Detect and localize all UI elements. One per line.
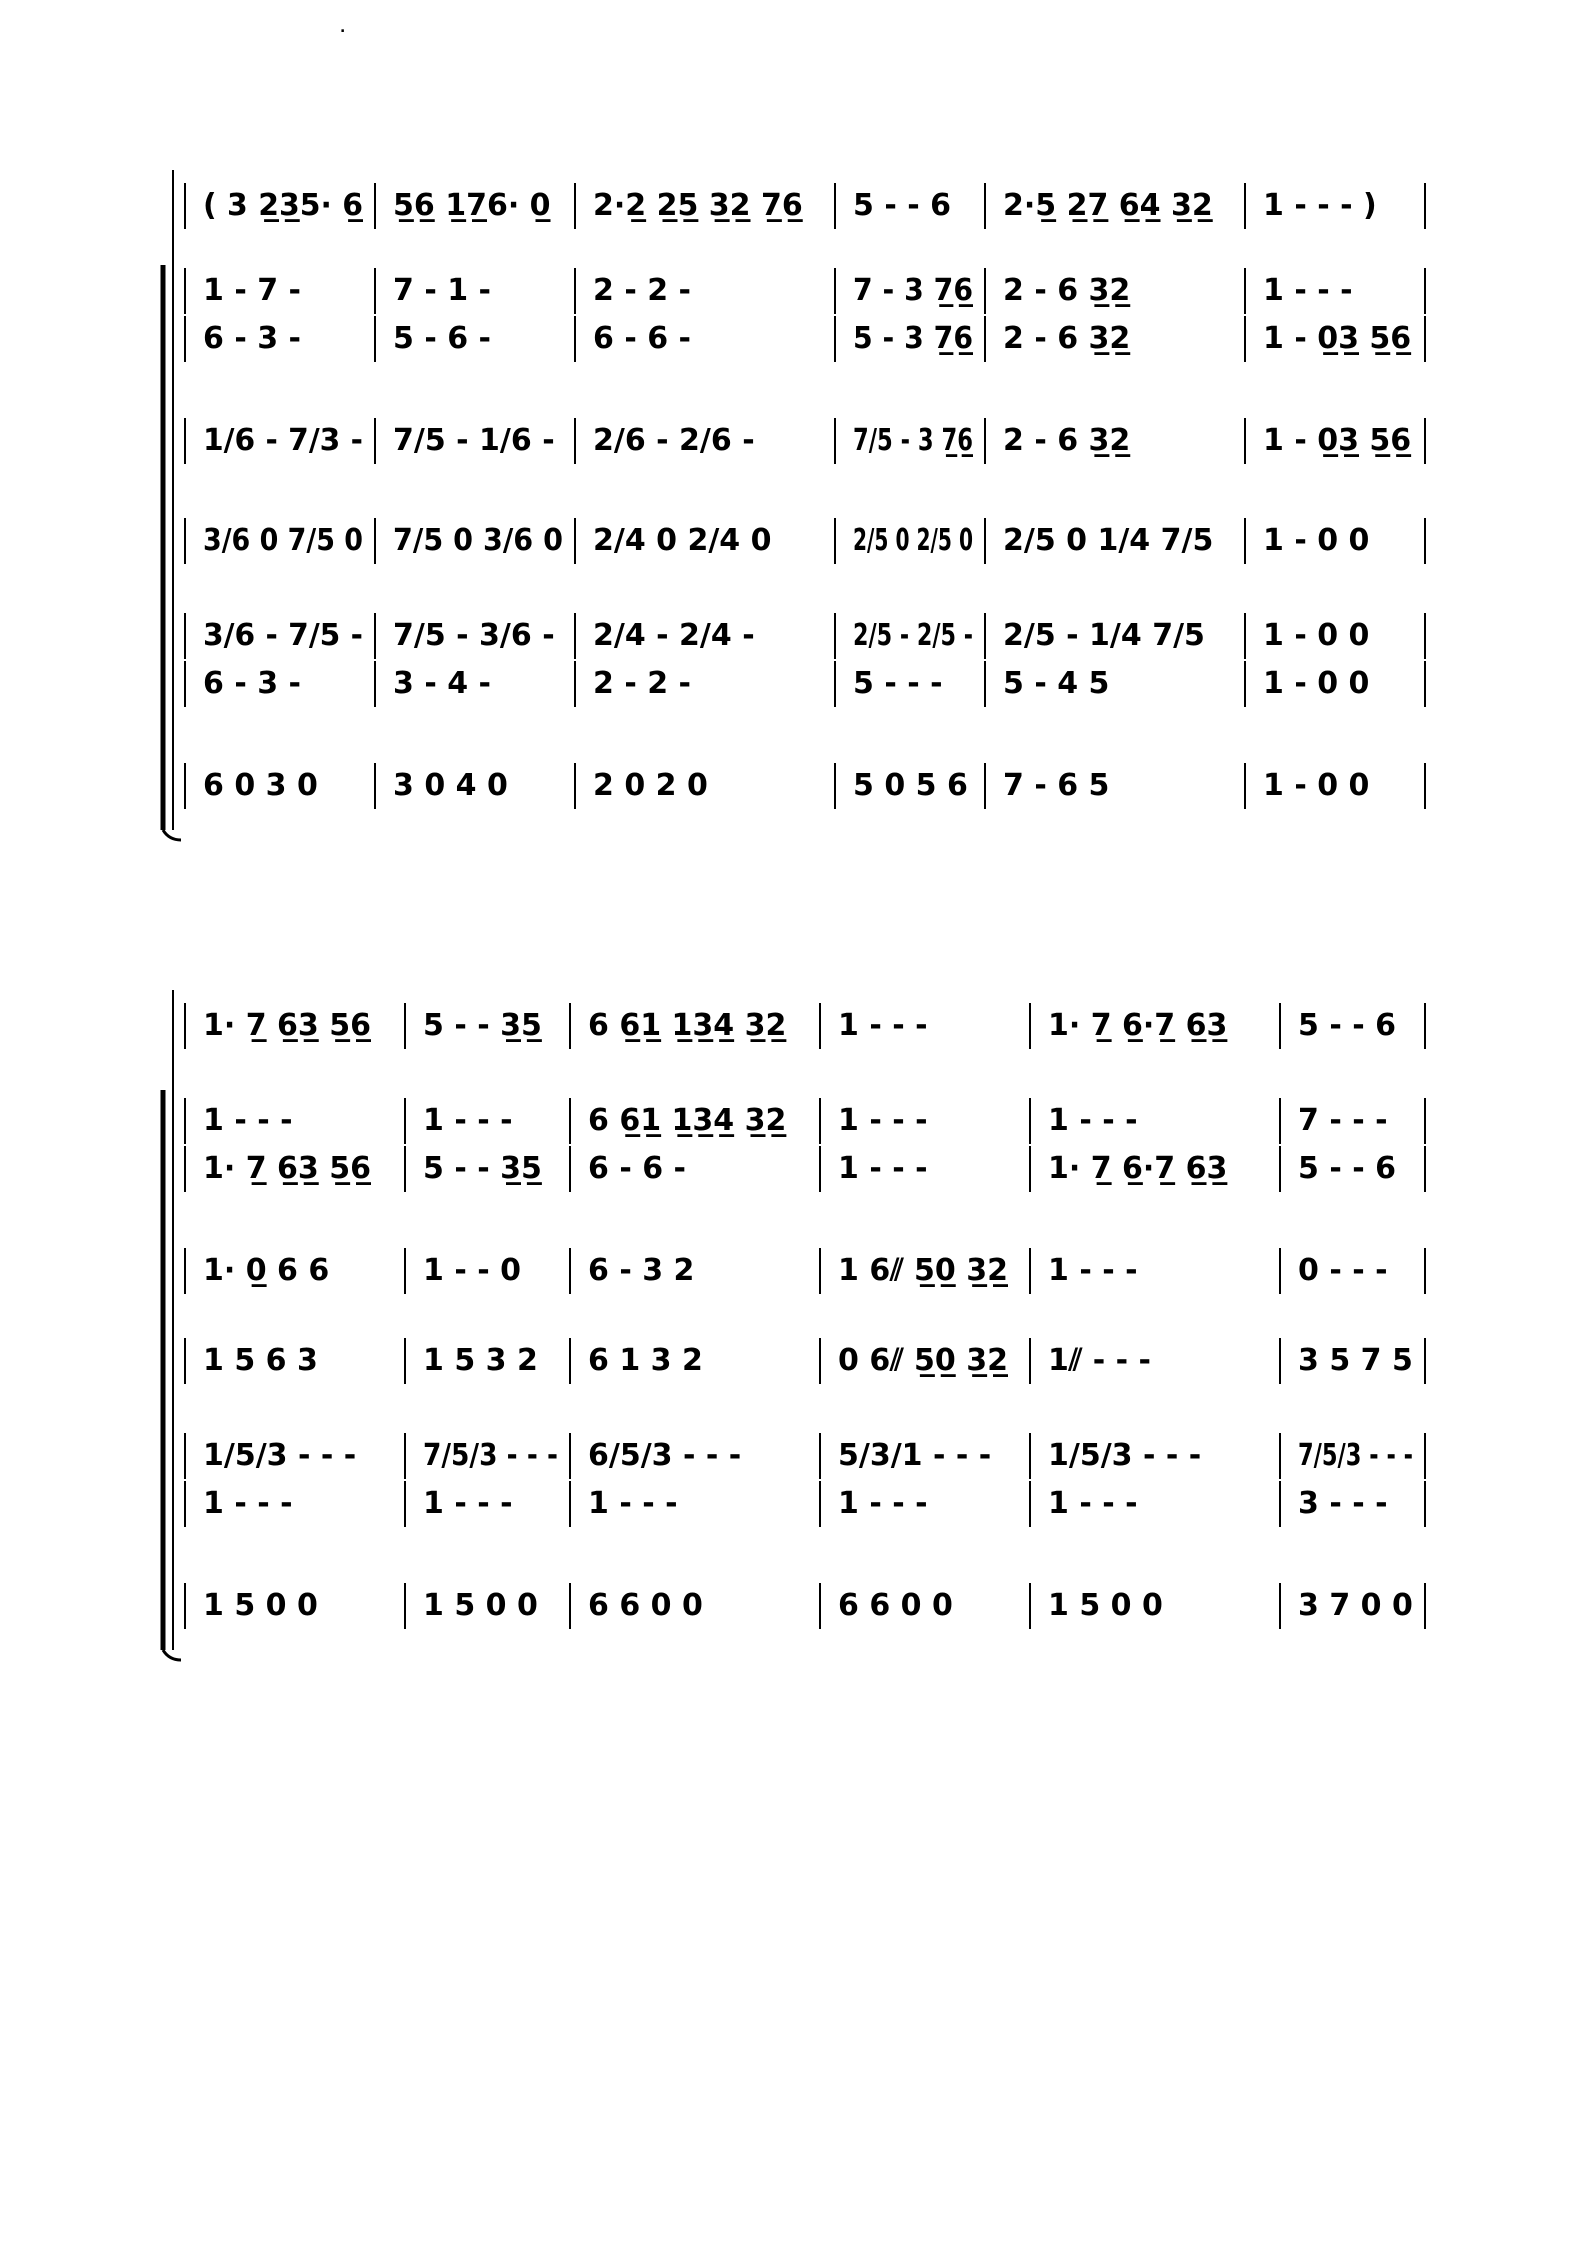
measure-notes: 1· 7̲ 6̲3̲ 5̲6̲: [203, 1008, 371, 1043]
score-system-1: [163, 170, 1425, 840]
measure-notes: 1· 0̲ 6 6: [203, 1253, 330, 1288]
measure-notes: 5 - 3 7̲6̲: [853, 321, 973, 356]
measure-notes: 3 7 0 0: [1298, 1588, 1413, 1623]
measure-notes: 2/4 0 2/4 0: [593, 523, 772, 558]
measure-notes: 1 - - -: [838, 1008, 928, 1043]
measure-notes: 2·2̲ 2̲5̲ 3̲2̲ 7̲6̲: [593, 188, 803, 223]
measure-notes: 1 - - -: [1048, 1486, 1138, 1521]
measure-notes: 1/5/3 - - -: [1048, 1438, 1202, 1473]
measure-notes: 6 - 6 -: [593, 321, 691, 356]
measure-notes: 1 6⫽ 5̲0̲ 3̲2̲: [838, 1253, 1008, 1288]
measure-notes: 5 - 6 -: [393, 321, 491, 356]
measure-notes: 5/3/1 - - -: [838, 1438, 992, 1473]
measure-notes: 1 5 0 0: [423, 1588, 538, 1623]
measure-notes: 1 - - - ): [1263, 188, 1377, 223]
measure-notes: 2/5 0 1/4 7/5: [1003, 523, 1214, 558]
score-row: [185, 661, 1425, 707]
score-row: [185, 1098, 1425, 1144]
score-row: [185, 1481, 1425, 1527]
measure-notes: 5 - - 6: [1298, 1151, 1396, 1186]
measure-notes: 0 6⫽ 5̲0̲ 3̲2̲: [838, 1343, 1008, 1378]
measure-notes: 1/6 - 7/3 -: [203, 423, 363, 458]
measure-notes: 2·5̲ 2̲7̲ 6̲4̲ 3̲2̲: [1003, 188, 1213, 223]
measure-notes: 2/5 - 2/5 -: [853, 618, 973, 653]
measure-notes: 6 1 3 2: [588, 1343, 703, 1378]
measure-notes: 1 - 0̲3̲ 5̲6̲: [1263, 423, 1412, 458]
measure-notes: 1 - - -: [838, 1151, 928, 1186]
measure-notes: 5̲6̲ 1̲7̲6· 0̲: [393, 188, 551, 223]
measure-notes: 0 - - -: [1298, 1253, 1388, 1288]
measure-notes: 5 0 5 6: [853, 768, 968, 803]
measure-notes: 6 - 6 -: [588, 1151, 686, 1186]
measure-notes: 1 - 0 0: [1263, 618, 1370, 653]
measure-notes: 7/5 0 3/6 0: [393, 523, 563, 558]
measure-notes: 1 - 0 0: [1263, 768, 1370, 803]
measure-notes: 5 - - 3̲5̲: [423, 1151, 542, 1186]
measure-notes: 1 - 7 -: [203, 273, 301, 308]
measure-notes: 1 - - -: [1263, 273, 1353, 308]
measure-notes: 6 6 0 0: [838, 1588, 953, 1623]
measure-notes: 6 6̲1̲ 1̲3̲4̲ 3̲2̲: [588, 1103, 787, 1138]
measure-notes: 1 5 6 3: [203, 1343, 318, 1378]
measure-notes: 1 - - -: [838, 1103, 928, 1138]
measure-notes: 7 - - -: [1298, 1103, 1388, 1138]
system-brace-hook: [163, 830, 181, 840]
score-row: [185, 316, 1425, 362]
measure-notes: 1 - - -: [203, 1103, 293, 1138]
measure-notes: 1 - - -: [588, 1486, 678, 1521]
measure-notes: 5 - - 3̲5̲: [423, 1008, 542, 1043]
measure-notes: 2/4 - 2/4 -: [593, 618, 755, 653]
measure-notes: 3 0 4 0: [393, 768, 508, 803]
measure-notes: 1 - - -: [423, 1486, 513, 1521]
score-row: [185, 763, 1425, 809]
measure-notes: 5 - - 6: [1298, 1008, 1396, 1043]
measure-notes: 7/5/3 - - -: [1298, 1438, 1413, 1473]
measure-notes: 1 - - -: [1048, 1253, 1138, 1288]
measure-notes: 7/5 - 3/6 -: [393, 618, 555, 653]
score-row: [185, 1583, 1425, 1629]
score-row: [185, 183, 1425, 229]
measure-notes: 3 5 7 5: [1298, 1343, 1413, 1378]
measure-notes: 1 - - -: [423, 1103, 513, 1138]
measure-notes: 1· 7̲ 6̲3̲ 5̲6̲: [203, 1151, 371, 1186]
measure-notes: 1 - - -: [838, 1486, 928, 1521]
measure-notes: 6 - 3 2: [588, 1253, 695, 1288]
measure-notes: 1/5/3 - - -: [203, 1438, 357, 1473]
measure-notes: 7 - 1 -: [393, 273, 491, 308]
measure-notes: 1 5 0 0: [203, 1588, 318, 1623]
measure-notes: 1 - - -: [1048, 1103, 1138, 1138]
score-row: [185, 268, 1425, 314]
score-row: [185, 1338, 1425, 1384]
measure-notes: ( 3 2̲3̲5· 6̲: [203, 188, 363, 223]
measure-notes: 1· 7̲ 6̲·7̲ 6̲3̲: [1048, 1008, 1228, 1043]
measure-notes: 3 - - -: [1298, 1486, 1388, 1521]
measure-notes: 6 - 3 -: [203, 321, 301, 356]
score-row: [185, 518, 1425, 564]
measure-notes: 6 - 3 -: [203, 666, 301, 701]
score-row: [185, 1003, 1425, 1049]
measure-notes: 1 - - -: [203, 1486, 293, 1521]
measure-notes: 1 - 0̲3̲ 5̲6̲: [1263, 321, 1412, 356]
measure-notes: 5 - - 6: [853, 188, 951, 223]
measure-notes: 1 - 0 0: [1263, 666, 1370, 701]
measure-notes: 5 - - -: [853, 666, 943, 701]
measure-notes: 3/6 0 7/5 0: [203, 523, 363, 558]
measure-notes: 6/5/3 - - -: [588, 1438, 742, 1473]
measure-notes: 1 5 0 0: [1048, 1588, 1163, 1623]
measure-notes: 2 - 6 3̲2̲: [1003, 273, 1131, 308]
measure-notes: 2 - 6 3̲2̲: [1003, 423, 1131, 458]
measure-notes: 1· 7̲ 6̲·7̲ 6̲3̲: [1048, 1151, 1228, 1186]
score-row: [185, 1433, 1425, 1479]
score-row: [185, 418, 1425, 464]
score-row: [185, 1146, 1425, 1192]
system-brace-hook: [163, 1650, 181, 1660]
measure-notes: 2 - 6 3̲2̲: [1003, 321, 1131, 356]
score-system-2: [163, 990, 1425, 1660]
measure-notes: 7 - 6 5: [1003, 768, 1110, 803]
measure-notes: 6 0 3 0: [203, 768, 318, 803]
measure-notes: 7 - 3 7̲6̲: [853, 273, 973, 308]
measure-notes: 1 5 3 2: [423, 1343, 538, 1378]
measure-notes: 1 - - 0: [423, 1253, 521, 1288]
measure-notes: 2/5 - 1/4 7/5: [1003, 618, 1205, 653]
measure-notes: 2 0 2 0: [593, 768, 708, 803]
measure-notes: 7/5/3 - - -: [423, 1438, 558, 1473]
measure-notes: 3/6 - 7/5 -: [203, 618, 363, 653]
measure-notes: 2/5 0 2/5 0: [853, 523, 973, 558]
measure-notes: 2 - 2 -: [593, 666, 691, 701]
page-marker: .: [340, 20, 346, 36]
measure-notes: 2 - 2 -: [593, 273, 691, 308]
measure-notes: 3 - 4 -: [393, 666, 491, 701]
score-row: [185, 1248, 1425, 1294]
measure-notes: 1 - 0 0: [1263, 523, 1370, 558]
measure-notes: 6 6̲1̲ 1̲3̲4̲ 3̲2̲: [588, 1008, 787, 1043]
measure-notes: 7/5 - 3 7̲6̲: [853, 423, 973, 458]
measure-notes: 5 - 4 5: [1003, 666, 1110, 701]
score-row: [185, 613, 1425, 659]
measure-notes: 6 6 0 0: [588, 1588, 703, 1623]
measure-notes: 2/6 - 2/6 -: [593, 423, 755, 458]
measure-notes: 7/5 - 1/6 -: [393, 423, 555, 458]
measure-notes: 1⫽ - - -: [1048, 1343, 1151, 1378]
